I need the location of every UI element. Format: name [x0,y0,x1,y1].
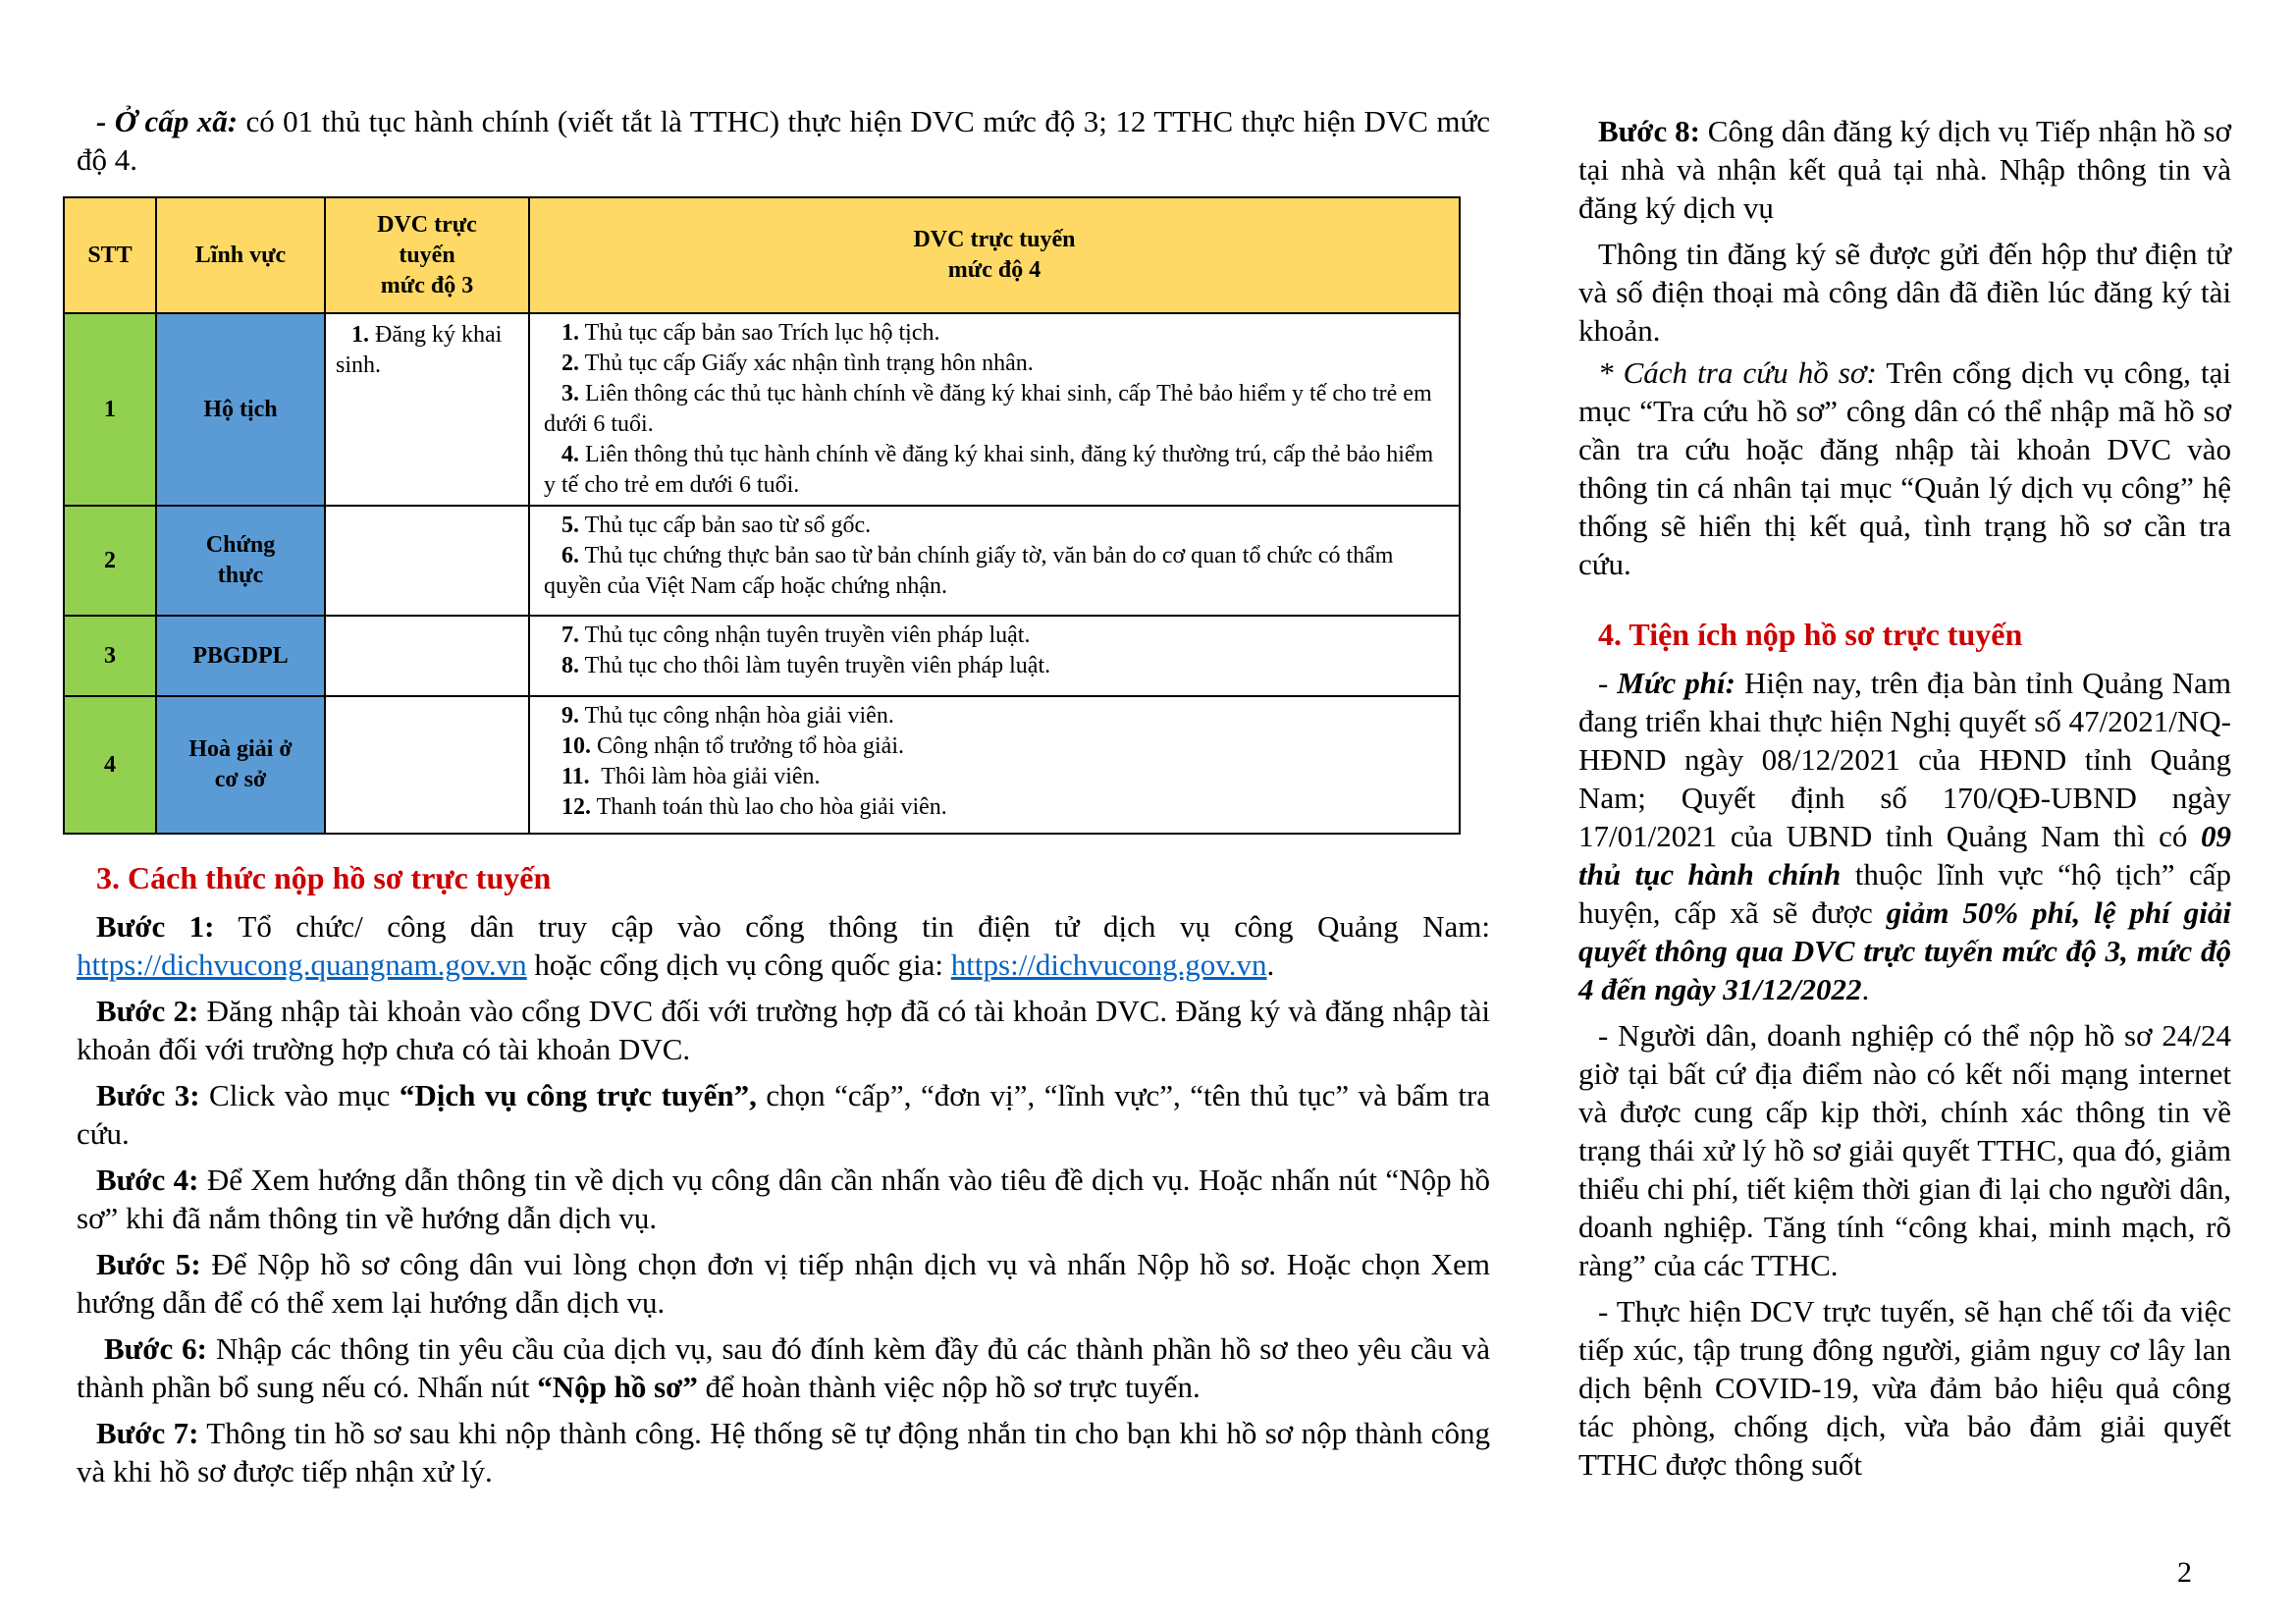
step1-end: . [1266,947,1275,982]
section4-heading: 4. Tiện ích nộp hồ sơ trực tuyến [1598,617,2023,652]
fee-label: Mức phí: [1617,666,1735,700]
intro-text: có 01 thủ tục hành chính (viết tắt là TTHC) thực hiện DVC mức độ 3; 12 TTHC thực hiện DVC mức độ 4. [77,104,1490,177]
m4-num: 6. [561,543,579,568]
header-m3-line: DVC trực [377,211,477,238]
row-m3 [325,313,529,506]
table-row [64,616,1460,696]
services-table [63,196,1461,835]
step1-label: Bước 1: [96,909,215,944]
linh-vuc-label: Hoà giải ở [185,734,295,765]
m4-text: Thủ tục cấp bản sao Trích lục hộ tịch. [579,320,940,346]
row-m3 [325,616,529,696]
step5-paragraph [77,1245,1490,1322]
lookup-paragraph [1578,353,2231,583]
m3-text: Đăng ký khai sinh. [336,322,503,378]
m4-num: 1. [561,320,579,346]
fee-emphasis-discount: giảm 50% phí, lệ phí giải quyết thông qua DVC trực tuyến mức độ 3, mức độ 4 đến ngày 31/12/2022 [1578,895,2231,1006]
m4-text: Công nhận tổ trưởng tổ hòa giải. [591,733,904,759]
row-m4 [529,616,1460,696]
table-header-row [64,197,1460,313]
m4-text: Thôi làm hòa giải viên. [589,764,821,789]
lookup-text: Trên cổng dịch vụ công, tại mục “Tra cứu hồ sơ” công dân có thể nhập mã hồ sơ cần tra cứu hoặc đăng nhập tài khoản DVC vào thông tin cá nhân tại mục “Quản lý dịch vụ công” hệ thống sẽ hiển thị kết quả, tình trạng hồ sơ cần tra cứu. [1578,355,2231,581]
header-stt: STT [64,197,156,313]
row-m4 [529,506,1460,616]
row-linh-vuc [156,696,325,834]
step1-mid: hoặc cổng dịch vụ công quốc gia: [526,947,951,982]
national-dvc-link[interactable]: https://dichvucong.gov.vn [950,947,1267,982]
step3-text-end: chọn “cấp”, “đơn vị”, “lĩnh vực”, “tên thủ tục” và bấm tra cứu. [77,1078,1491,1151]
fee-emphasis-procedures: 09 thủ tục hành chính [1578,819,2231,892]
row-m3 [325,506,529,616]
m4-text: Thủ tục công nhận tuyên truyền viên pháp luật. [579,623,1031,648]
step5-label: Bước 5: [96,1247,201,1281]
step7-label: Bước 7: [96,1416,199,1450]
m4-item [544,511,1449,541]
step3-paragraph [77,1076,1490,1153]
row-stt: 3 [64,616,156,696]
m4-item [544,651,1449,681]
step6-text: Nhập các thông tin yêu cầu của dịch vụ, sau đó đính kèm đầy đủ các thành phần hồ sơ theo yêu cầu và thành phần bổ sung nếu có. Nhấn nút [77,1331,1490,1404]
header-m3-line: tuyến [399,242,455,268]
step6-text-end: để hoàn thành việc nộp hồ sơ trực tuyến. [697,1370,1201,1404]
benefit2-paragraph: - Thực hiện DCV trực tuyến, sẽ hạn chế tối đa việc tiếp xúc, tập trung đông người, giảm nguy cơ lây lan dịch bệnh COVID-19, vừa đảm bảo hiệu quả công tác phòng, chống dịch, vừa bảo đảm giải quyết TTHC được thông suốt [1578,1294,2231,1482]
fee-text-mid: thuộc lĩnh vực “hộ tịch” cấp huyện, cấp xã sẽ được [1578,857,2231,930]
step8-label: Bước 8: [1598,114,1700,148]
row-stt: 2 [64,506,156,616]
m3-num: 1. [351,322,369,348]
m4-num: 11. [561,764,590,789]
step5-text: Để Nộp hồ sơ công dân vui lòng chọn đơn vị tiếp nhận dịch vụ và nhấn Nộp hồ sơ. Hoặc chọn Xem hướng dẫn để có thể xem lại hướng dẫn dịch vụ. [77,1247,1491,1320]
m4-text: Thủ tục cho thôi làm tuyên truyền viên pháp luật. [579,653,1051,678]
m4-item [544,349,1449,379]
step3-label: Bước 3: [96,1078,200,1112]
header-m3-line: mức độ 3 [380,272,474,298]
m4-num: 5. [561,513,579,538]
m4-text: Liên thông các thủ tục hành chính về đăng ký khai sinh, cấp Thẻ bảo hiểm y tế cho trẻ em dưới 6 tuổi. [544,381,1432,437]
m4-text: Thủ tục chứng thực bản sao từ bản chính giấy tờ, văn bản do cơ quan tổ chức có thẩm quyền của Việt Nam cấp hoặc chứng nhận. [544,543,1394,599]
header-m4 [529,197,1460,313]
step4-text: Để Xem hướng dẫn thông tin về dịch vụ công dân cần nhấn vào tiêu đề dịch vụ. Hoặc nhấn nút “Nộp hồ sơ” khi đã nắm thông tin về hướng dẫn dịch vụ. [77,1163,1490,1235]
step4-paragraph [77,1161,1490,1237]
step2-label: Bước 2: [96,994,199,1028]
section3-heading: 3. Cách thức nộp hồ sơ trực tuyến [96,860,552,895]
m4-num: 2. [561,351,579,376]
right-column [1578,112,2231,1484]
quangnam-dvc-link[interactable]: https://dichvucong.quangnam.gov.vn [77,947,527,982]
step2-paragraph [77,992,1490,1068]
m4-num: 7. [561,623,579,648]
m4-num: 3. [561,381,579,406]
row-m3 [325,696,529,834]
m4-num: 12. [561,794,591,820]
table-row [64,506,1460,616]
row-stt: 4 [64,696,156,834]
m4-text: Thanh toán thù lao cho hòa giải viên. [591,794,947,820]
header-m3 [325,197,529,313]
step6-label: Bước 6: [104,1331,208,1366]
linh-vuc-label: Hộ tịch [199,395,281,425]
m4-item [544,621,1449,651]
m4-item [544,318,1449,349]
header-linh-vuc: Lĩnh vực [156,197,325,313]
benefit1-paragraph: - Người dân, doanh nghiệp có thể nộp hồ sơ 24/24 giờ tại bất cứ địa điểm nào có kết nối mạng internet và được cung cấp kịp thời, chính xác thông tin về trạng thái xử lý hồ sơ giải quyết TTHC, qua đó, giảm thiểu chi phí, tiết kiệm thời gian đi lại cho người dân, doanh nghiệp. Tăng tính “công khai, minh mạch, rõ ràng” của các TTHC. [1578,1018,2231,1282]
row-m4 [529,696,1460,834]
header-m4-line: DVC trực tuyến [913,227,1076,252]
m4-text: Liên thông thủ tục hành chính về đăng ký khai sinh, đăng ký thường trú, cấp thẻ bảo hiểm y tế cho trẻ em dưới 6 tuổi. [544,442,1434,498]
lookup-label: * Cách tra cứu hồ sơ: [1598,355,1877,390]
fee-end: . [1861,972,1870,1006]
left-column [77,102,1490,1490]
table-row [64,313,1460,506]
m4-num: 9. [561,703,579,729]
m4-num: 4. [561,442,579,467]
m4-num: 8. [561,653,579,678]
step7-text: Thông tin hồ sơ sau khi nộp thành công. Hệ thống sẽ tự động nhắn tin cho bạn khi hồ sơ nộp thành công và khi hồ sơ được tiếp nhận xử lý. [77,1416,1491,1489]
m4-item [544,541,1449,602]
notice-paragraph: Thông tin đăng ký sẽ được gửi đến hộp thư điện tử và số điện thoại mà công dân đã điền lúc đăng ký tài khoản. [1578,237,2231,348]
intro-paragraph [77,102,1490,179]
fee-dash: - [1598,666,1618,700]
m4-item [544,701,1449,731]
m4-text: Thủ tục cấp Giấy xác nhận tình trạng hôn nhân. [579,351,1034,376]
step1-paragraph [77,907,1490,984]
step1-text: Tổ chức/ công dân truy cập vào cổng thông tin điện tử dịch vụ công Quảng Nam: [214,909,1491,944]
step8-text: Công dân đăng ký dịch vụ Tiếp nhận hồ sơ tại nhà và nhận kết quả tại nhà. Nhập thông tin và đăng ký dịch vụ [1578,114,2231,225]
step3-bold: “Dịch vụ công trực tuyến”, [399,1078,757,1112]
linh-vuc-label: cơ sở [211,765,271,795]
linh-vuc-label: Chứng [202,530,279,561]
row-m4 [529,313,1460,506]
m4-item [544,792,1449,823]
fee-text: Hiện nay, trên địa bàn tỉnh Quảng Nam đang triển khai thực hiện Nghị quyết số 47/2021/NQ-HĐND ngày 08/12/2021 của HĐND tỉnh Quảng Nam; Quyết định số 170/QĐ-UBND ngày 17/01/2021 của UBND tỉnh Quảng Nam thì có [1578,666,2232,853]
m4-text: Thủ tục công nhận hòa giải viên. [579,703,894,729]
step8-paragraph [1578,112,2231,227]
m4-text: Thủ tục cấp bản sao từ sổ gốc. [579,513,872,538]
linh-vuc-label: thực [214,561,267,591]
m4-item [544,440,1449,501]
intro-lead: - Ở cấp xã: [96,104,239,138]
step7-paragraph [77,1414,1490,1490]
step2-text: Đăng nhập tài khoản vào cổng DVC đối với trường hợp đã có tài khoản DVC. Đăng ký và đăng nhập tài khoản đối với trường hợp chưa có tài khoản DVC. [77,994,1491,1066]
linh-vuc-label: PBGDPL [188,641,292,672]
table-row [64,696,1460,834]
step6-bold: “Nộp hồ sơ” [537,1370,698,1404]
header-m4-line: mức độ 4 [947,257,1041,283]
row-linh-vuc [156,313,325,506]
step3-text: Click vào mục [199,1078,400,1112]
step6-paragraph [77,1329,1490,1406]
m4-item [544,379,1449,440]
m4-item [544,731,1449,762]
page-number: 2 [2177,1556,2192,1589]
m4-num: 10. [561,733,591,759]
m4-item [544,762,1449,792]
row-stt: 1 [64,313,156,506]
row-linh-vuc [156,616,325,696]
fee-paragraph [1578,664,2231,1008]
step4-label: Bước 4: [96,1163,199,1197]
row-linh-vuc [156,506,325,616]
